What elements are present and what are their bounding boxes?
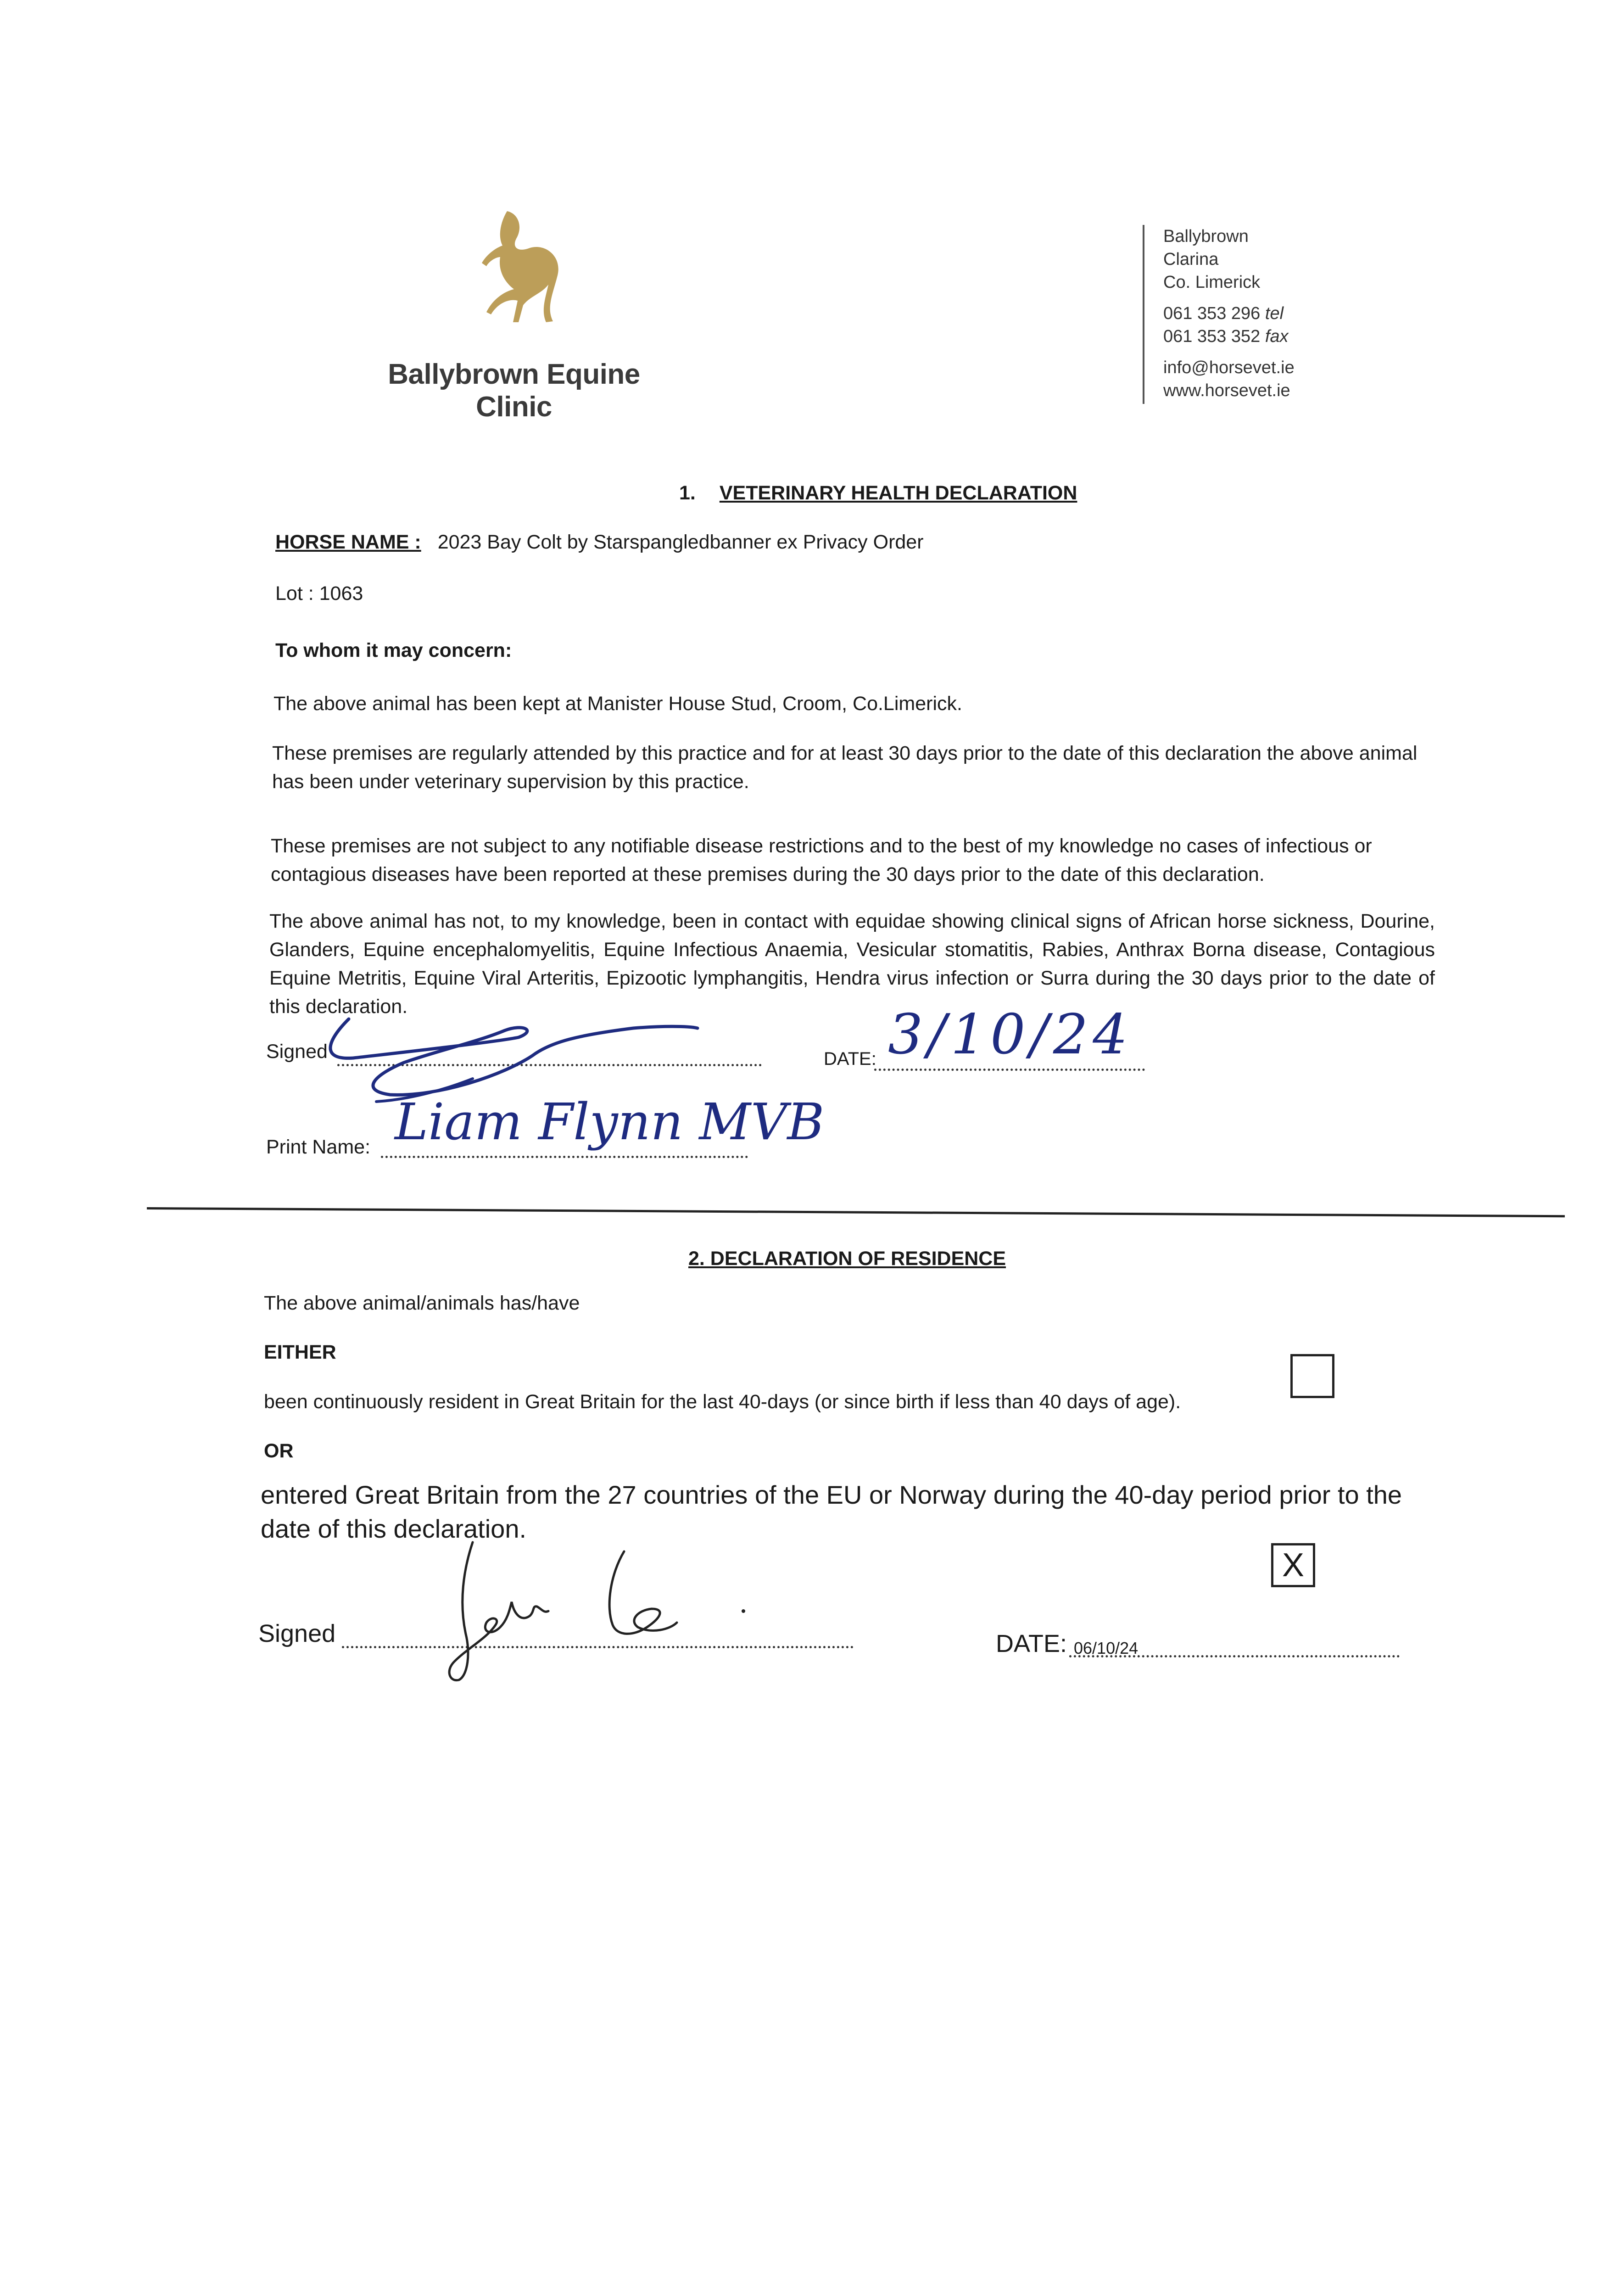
or-label: OR bbox=[264, 1440, 294, 1462]
owner-date-label: DATE: bbox=[996, 1630, 1067, 1657]
option-2-checkbox[interactable]: X bbox=[1271, 1543, 1315, 1587]
clinic-contact bbox=[1163, 225, 1295, 402]
owner-signature bbox=[431, 1533, 753, 1689]
section1-title: VETERINARY HEALTH DECLARATION bbox=[719, 482, 1077, 504]
horse-name-row bbox=[275, 528, 924, 556]
section1-heading bbox=[679, 482, 1077, 504]
salutation: To whom it may concern: bbox=[275, 639, 512, 661]
section2-title: 2. DECLARATION OF RESIDENCE bbox=[688, 1248, 1006, 1270]
paragraph-3: These premises are not subject to any notifiable disease restrictions and to the best of my knowledge no cases of infectious or contagious diseases have been reported at these premises during the 30 days prior to the date of this declaration. bbox=[271, 835, 1372, 885]
vet-date-value: 3/10/24 bbox=[888, 1003, 1133, 1067]
vet-date-line bbox=[874, 1069, 1145, 1071]
address-line-2: Clarina bbox=[1163, 250, 1219, 269]
horse-name-label: HORSE NAME : bbox=[275, 531, 421, 553]
print-name-line bbox=[381, 1156, 748, 1158]
horse-logo-icon bbox=[454, 202, 578, 330]
clinic-name: Ballybrown Equine Clinic bbox=[388, 358, 640, 423]
owner-date-value: 06/10/24 bbox=[1074, 1639, 1138, 1657]
print-name-label: Print Name: bbox=[266, 1136, 371, 1158]
option-2-text: entered Great Britain from the 27 countries of the EU or Norway during the 40-day period prior to the date of this declaration. bbox=[261, 1480, 1402, 1543]
header-divider bbox=[1143, 225, 1144, 404]
paragraph-2: These premises are regularly attended by this practice and for at least 30 days prior to the date of this declaration the above animal has been under veterinary supervision by this practice. bbox=[272, 742, 1418, 793]
email-link[interactable]: info@horsevet.ie bbox=[1163, 358, 1295, 377]
section-divider bbox=[147, 1207, 1565, 1217]
option-1-text: been continuously resident in Great Britain for the last 40-days (or since birth if less than 40 days of age). bbox=[264, 1391, 1181, 1413]
section1-number: 1. bbox=[679, 482, 696, 504]
owner-signed-label: Signed bbox=[258, 1620, 336, 1647]
clinic-logo bbox=[454, 202, 578, 330]
address-line-3: Co. Limerick bbox=[1163, 273, 1261, 292]
web-link[interactable]: www.horsevet.ie bbox=[1163, 381, 1290, 400]
either-label: EITHER bbox=[264, 1341, 336, 1363]
address-line-1: Ballybrown bbox=[1163, 227, 1249, 246]
lot-number: Lot : 1063 bbox=[275, 582, 363, 605]
vet-signed-label: Signed bbox=[266, 1041, 328, 1063]
tel-line: 061 353 296 tel bbox=[1163, 304, 1284, 323]
horse-name-value: 2023 Bay Colt by Starspangledbanner ex Privacy Order bbox=[437, 531, 924, 553]
residence-intro: The above animal/animals has/have bbox=[264, 1292, 580, 1314]
fax-line: 061 353 352 fax bbox=[1163, 327, 1289, 346]
paragraph-4: The above animal has not, to my knowledge, been in contact with equidae showing clinical signs of African horse sickness, Dourine, Glanders, Equine encephalomyelitis, Equine Infectious Anaemia, Vesicular stomatitis, Rabies, Anthrax Borna disease, Contagious Equine Metritis, Equine Viral Arteritis, Epizootic lymphangitis, Hendra virus infection or Surra during the 30 days prior to the date of this declaration. bbox=[269, 910, 1435, 1018]
option-1-checkbox[interactable] bbox=[1290, 1354, 1334, 1398]
vet-date-label: DATE: bbox=[824, 1049, 876, 1069]
print-name-value: Liam Flynn MVB bbox=[395, 1092, 825, 1151]
paragraph-1: The above animal has been kept at Manister House Stud, Croom, Co.Limerick. bbox=[273, 693, 962, 715]
